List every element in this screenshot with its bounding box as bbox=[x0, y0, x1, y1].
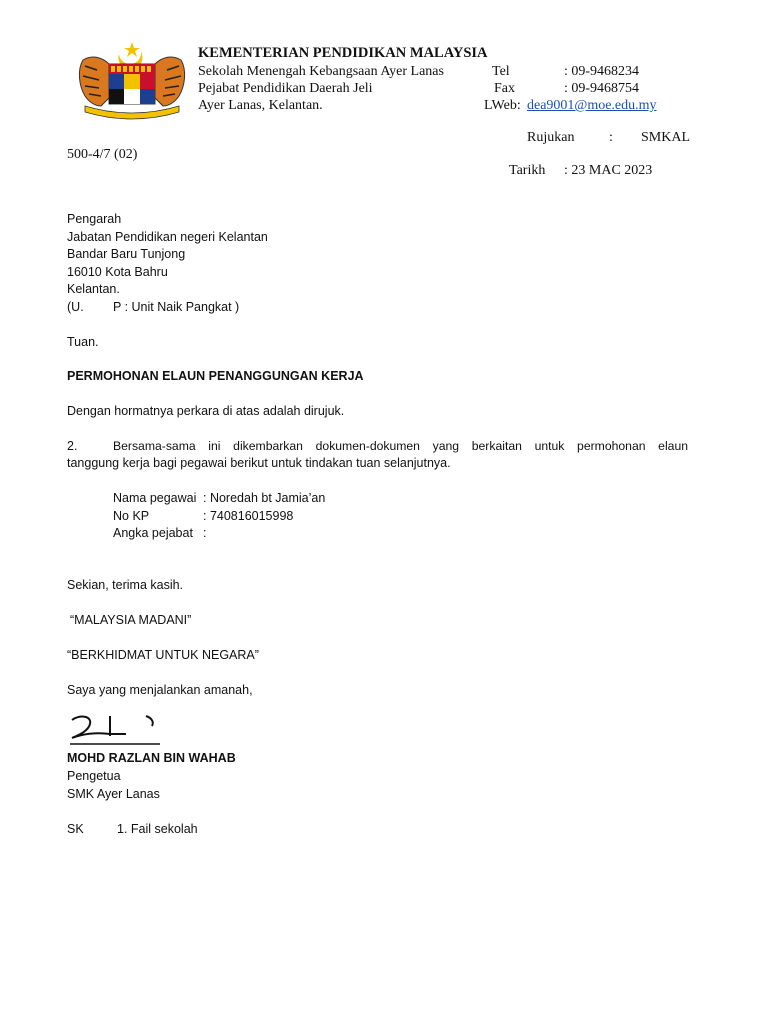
detail-value-name: : Noredah bt Jamia’an bbox=[203, 491, 326, 505]
school-name: Sekolah Menengah Kebangsaan Ayer Lanas bbox=[198, 64, 444, 79]
file-number: 500-4/7 (02) bbox=[67, 147, 138, 162]
cc-label: SK bbox=[67, 822, 84, 836]
web-email-link[interactable]: dea9001@moe.edu.my bbox=[527, 98, 657, 113]
salutation: Tuan. bbox=[67, 335, 99, 349]
closing-trust: Saya yang menjalankan amanah, bbox=[67, 683, 253, 697]
tel-label: Tel bbox=[492, 64, 510, 79]
rujukan-value: SMKAL bbox=[641, 130, 691, 145]
signature-mark bbox=[66, 710, 166, 748]
closing-thanks: Sekian, terima kasih. bbox=[67, 578, 184, 592]
cc-item-1: 1. Fail sekolah bbox=[117, 822, 198, 836]
recipient-line5: Kelantan. bbox=[67, 282, 120, 296]
signatory-title: Pengetua bbox=[67, 769, 121, 783]
ministry-title: KEMENTERIAN PENDIDIKAN MALAYSIA bbox=[198, 45, 488, 61]
recipient-attention-prefix: (U. bbox=[67, 300, 84, 314]
recipient-line2: Jabatan Pendidikan negeri Kelantan bbox=[67, 230, 268, 244]
fax-value: : 09-9468754 bbox=[564, 81, 640, 96]
tarikh-value: : 23 MAC 2023 bbox=[564, 163, 653, 178]
slogan-berkhidmat: “BERKHIDMAT UNTUK NEGARA” bbox=[67, 648, 259, 662]
letter-subject: PERMOHONAN ELAUN PENANGGUNGAN KERJA bbox=[67, 369, 364, 383]
paragraph-2-line1: Bersama-sama ini dikembarkan dokumen-dokumen yang berkaitan untuk permohonan elaun bbox=[113, 439, 688, 453]
recipient-line1: Pengarah bbox=[67, 212, 122, 226]
signatory-name: MOHD RAZLAN BIN WAHAB bbox=[67, 751, 236, 765]
detail-label-name: Nama pegawai bbox=[113, 491, 197, 505]
signatory-school: SMK Ayer Lanas bbox=[67, 787, 160, 801]
web-label: LWeb: bbox=[484, 98, 521, 113]
tarikh-label: Tarikh bbox=[509, 163, 546, 178]
detail-value-office: : bbox=[203, 526, 207, 540]
district-office: Pejabat Pendidikan Daerah Jeli bbox=[198, 81, 373, 96]
rujukan-separator: : bbox=[609, 130, 613, 145]
paragraph-2-number: 2. bbox=[67, 439, 78, 453]
tel-value: : 09-9468234 bbox=[564, 64, 640, 79]
recipient-line3: Bandar Baru Tunjong bbox=[67, 247, 186, 261]
paragraph-2-line2: tanggung kerja bagi pegawai berikut untuk tindakan tuan selanjutnya. bbox=[67, 456, 451, 470]
recipient-line4: 16010 Kota Bahru bbox=[67, 265, 168, 279]
detail-label-office: Angka pejabat bbox=[113, 526, 193, 540]
rujukan-label: Rujukan bbox=[527, 130, 575, 145]
detail-value-ic: : 740816015998 bbox=[203, 509, 294, 523]
detail-label-ic: No KP bbox=[113, 509, 150, 523]
slogan-malaysia-madani: “MALAYSIA MADANI” bbox=[70, 613, 192, 627]
paragraph-1: Dengan hormatnya perkara di atas adalah dirujuk. bbox=[67, 404, 345, 418]
school-address: Ayer Lanas, Kelantan. bbox=[198, 98, 323, 113]
recipient-attention-unit: P : Unit Naik Pangkat ) bbox=[113, 300, 240, 314]
fax-label: Fax bbox=[494, 81, 515, 96]
coat-of-arms-logo bbox=[75, 40, 189, 120]
